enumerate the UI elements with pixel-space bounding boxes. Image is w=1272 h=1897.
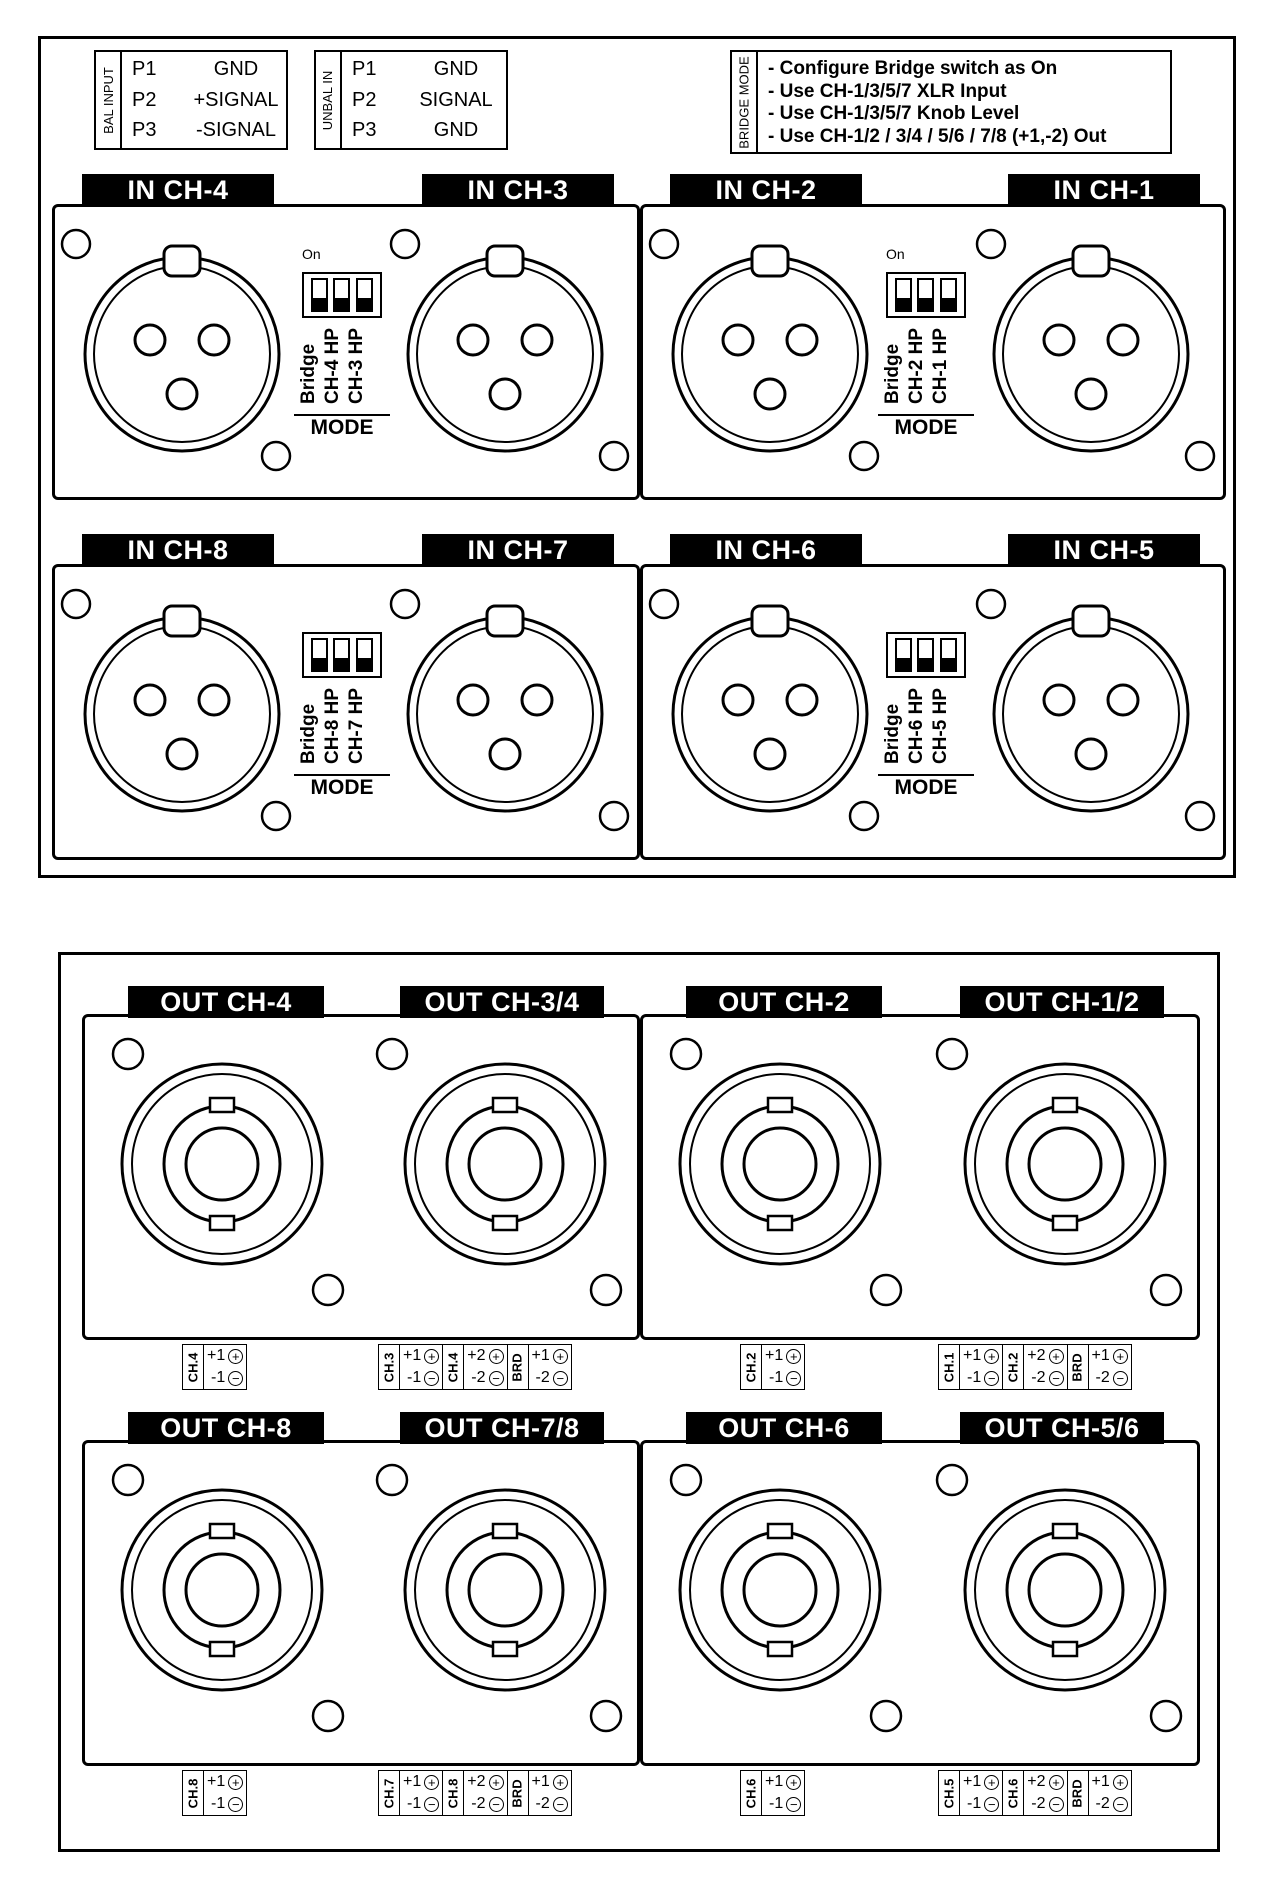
xlr-connector — [400, 249, 610, 459]
input-channel-tab: IN CH-5 — [1008, 534, 1200, 566]
minus-icon: − — [424, 1371, 439, 1386]
pin-label: P1 — [132, 58, 157, 80]
pin-value: +SIGNAL — [193, 88, 279, 111]
dip-toggle[interactable] — [333, 638, 350, 672]
plus-icon: + — [1113, 1349, 1128, 1364]
terminal-block — [740, 1344, 805, 1390]
terminal-block — [182, 1344, 247, 1390]
switch-label: Bridge — [882, 343, 903, 405]
terminal-pin-label: -2 — [535, 1795, 550, 1812]
terminal-pin-label: -1 — [769, 1369, 784, 1386]
on-label: On — [886, 246, 905, 262]
terminal-block — [938, 1770, 1132, 1816]
terminal-pin-label: +1 — [531, 1773, 550, 1790]
mounting-hole — [1148, 1272, 1184, 1308]
bridge-line: - Use CH-1/3/5/7 Knob Level — [768, 103, 1020, 125]
mounting-hole — [974, 227, 1008, 261]
mounting-hole — [597, 799, 631, 833]
mounting-hole — [59, 587, 93, 621]
switch-labels — [882, 688, 952, 764]
mode-label: MODE — [878, 414, 974, 440]
pin-value: GND — [433, 119, 479, 141]
minus-icon: − — [553, 1371, 568, 1386]
terminal-pin-label: -2 — [1095, 1369, 1110, 1386]
dip-toggle[interactable] — [356, 638, 373, 672]
mounting-hole — [388, 227, 422, 261]
xlr-connector — [665, 249, 875, 459]
speakon-connector — [955, 1480, 1175, 1700]
mounting-hole — [597, 439, 631, 473]
pin-value: GND — [433, 58, 479, 80]
bridge-line: - Use CH-1/2 / 3/4 / 5/6 / 7/8 (+1,-2) Out — [768, 125, 1107, 147]
dip-toggle[interactable] — [940, 638, 957, 672]
terminal-block — [938, 1344, 1132, 1390]
mode-label: MODE — [878, 774, 974, 800]
speakon-connector — [670, 1480, 890, 1700]
bal-input-legend — [94, 50, 288, 150]
terminal-block — [740, 1770, 805, 1816]
minus-icon: − — [228, 1797, 243, 1812]
terminal-pin-label: -2 — [535, 1369, 550, 1386]
mounting-hole — [1183, 799, 1217, 833]
minus-icon: − — [1049, 1797, 1064, 1812]
dip-toggle[interactable] — [356, 278, 373, 312]
switch-label: Bridge — [298, 343, 319, 405]
mounting-hole — [588, 1272, 624, 1308]
xlr-connector — [77, 249, 287, 459]
mounting-hole — [668, 1036, 704, 1072]
terminal-channel-label: CH.2 — [1005, 1352, 1021, 1382]
plus-icon: + — [228, 1349, 243, 1364]
terminal-pin-label: +1 — [963, 1347, 982, 1364]
xlr-connector — [986, 609, 1196, 819]
terminal-pin-label: -1 — [407, 1369, 422, 1386]
terminal-channel-label: BRD — [510, 1778, 526, 1808]
dip-switch[interactable] — [886, 632, 966, 678]
terminal-pin-label: -1 — [769, 1795, 784, 1812]
mounting-hole — [259, 799, 293, 833]
terminal-pin-label: -1 — [967, 1369, 982, 1386]
dip-toggle[interactable] — [333, 278, 350, 312]
plus-icon: + — [489, 1775, 504, 1790]
output-channel-tab: OUT CH-4 — [128, 986, 324, 1018]
terminal-pin-label: +1 — [531, 1347, 550, 1364]
terminal-pin-label: -2 — [471, 1369, 486, 1386]
minus-icon: − — [489, 1797, 504, 1812]
minus-icon: − — [1113, 1371, 1128, 1386]
dip-toggle[interactable] — [895, 278, 912, 312]
mounting-hole — [868, 1698, 904, 1734]
output-channel-tab: OUT CH-3/4 — [400, 986, 604, 1018]
bridge-mode-legend — [730, 50, 1172, 154]
mounting-hole — [259, 439, 293, 473]
output-channel-tab: OUT CH-7/8 — [400, 1412, 604, 1444]
switch-label: Bridge — [882, 703, 903, 765]
plus-icon: + — [1113, 1775, 1128, 1790]
terminal-pin-label: -2 — [1031, 1369, 1046, 1386]
terminal-pin-label: -1 — [211, 1369, 226, 1386]
switch-label: Bridge — [298, 703, 319, 765]
switch-label: CH-6 HP — [906, 688, 927, 765]
plus-icon: + — [1049, 1775, 1064, 1790]
speakon-connector — [670, 1054, 890, 1274]
mounting-hole — [868, 1272, 904, 1308]
terminal-channel-label: CH.4 — [185, 1352, 201, 1382]
mounting-hole — [647, 227, 681, 261]
bridge-mode-title: BRIDGE MODE — [736, 55, 752, 149]
mounting-hole — [668, 1462, 704, 1498]
switch-label: CH-3 HP — [346, 328, 367, 405]
terminal-block — [182, 1770, 247, 1816]
mounting-hole — [388, 587, 422, 621]
minus-icon: − — [786, 1797, 801, 1812]
pin-label: P1 — [352, 58, 377, 80]
terminal-channel-label: BRD — [510, 1352, 526, 1382]
terminal-pin-label: +1 — [403, 1347, 422, 1364]
terminal-channel-label: BRD — [1070, 1352, 1086, 1382]
minus-icon: − — [1113, 1797, 1128, 1812]
switch-label: CH-5 HP — [930, 688, 951, 765]
mounting-hole — [934, 1036, 970, 1072]
terminal-channel-label: CH.8 — [185, 1778, 201, 1808]
plus-icon: + — [424, 1775, 439, 1790]
on-label: On — [302, 246, 321, 262]
switch-label: CH-7 HP — [346, 688, 367, 765]
switch-label: CH-1 HP — [930, 328, 951, 405]
minus-icon: − — [984, 1797, 999, 1812]
dip-toggle[interactable] — [895, 638, 912, 672]
minus-icon: − — [553, 1797, 568, 1812]
pin-value: SIGNAL — [419, 88, 493, 111]
dip-switch[interactable] — [886, 272, 966, 318]
plus-icon: + — [984, 1349, 999, 1364]
switch-label: CH-4 HP — [322, 328, 343, 405]
minus-icon: − — [424, 1797, 439, 1812]
switch-labels — [298, 328, 368, 404]
terminal-channel-label: CH.6 — [743, 1778, 759, 1808]
terminal-pin-label: +1 — [207, 1773, 226, 1790]
input-channel-tab: IN CH-1 — [1008, 174, 1200, 206]
plus-icon: + — [786, 1775, 801, 1790]
terminal-channel-label: CH.5 — [941, 1778, 957, 1808]
speakon-connector — [395, 1480, 615, 1700]
terminal-pin-label: -2 — [1095, 1795, 1110, 1812]
dip-toggle[interactable] — [917, 278, 934, 312]
xlr-connector — [665, 609, 875, 819]
dip-switch[interactable] — [302, 272, 382, 318]
plus-icon: + — [553, 1775, 568, 1790]
terminal-pin-label: -1 — [211, 1795, 226, 1812]
mounting-hole — [1148, 1698, 1184, 1734]
plus-icon: + — [984, 1775, 999, 1790]
terminal-channel-label: CH.4 — [445, 1352, 461, 1382]
input-channel-tab: IN CH-7 — [422, 534, 614, 566]
output-channel-tab: OUT CH-5/6 — [960, 1412, 1164, 1444]
mounting-hole — [59, 227, 93, 261]
switch-label: CH-8 HP — [322, 688, 343, 765]
terminal-pin-label: -2 — [471, 1795, 486, 1812]
output-channel-tab: OUT CH-1/2 — [960, 986, 1164, 1018]
switch-labels — [298, 688, 368, 764]
mounting-hole — [974, 587, 1008, 621]
mounting-hole — [588, 1698, 624, 1734]
pin-label: P3 — [132, 119, 157, 141]
xlr-connector — [77, 609, 287, 819]
pin-value: GND — [213, 58, 259, 80]
mounting-hole — [647, 587, 681, 621]
terminal-pin-label: +1 — [1091, 1773, 1110, 1790]
mounting-hole — [374, 1036, 410, 1072]
terminal-pin-label: +1 — [403, 1773, 422, 1790]
input-channel-tab: IN CH-3 — [422, 174, 614, 206]
mounting-hole — [1183, 439, 1217, 473]
terminal-pin-label: +2 — [1027, 1347, 1046, 1364]
input-channel-tab: IN CH-2 — [670, 174, 862, 206]
plus-icon: + — [489, 1349, 504, 1364]
output-channel-tab: OUT CH-8 — [128, 1412, 324, 1444]
terminal-block — [378, 1344, 572, 1390]
terminal-channel-label: CH.8 — [445, 1778, 461, 1808]
xlr-connector — [400, 609, 610, 819]
pin-label: P2 — [352, 88, 377, 111]
terminal-pin-label: +2 — [467, 1347, 486, 1364]
speakon-connector — [112, 1054, 332, 1274]
pin-label: P3 — [352, 119, 377, 141]
mounting-hole — [110, 1462, 146, 1498]
terminal-pin-label: -2 — [1031, 1795, 1046, 1812]
terminal-pin-label: -1 — [407, 1795, 422, 1812]
terminal-block — [378, 1770, 572, 1816]
terminal-pin-label: +1 — [765, 1773, 784, 1790]
mounting-hole — [847, 439, 881, 473]
minus-icon: − — [489, 1371, 504, 1386]
unbal-input-title: UNBAL IN — [320, 70, 336, 130]
terminal-pin-label: +1 — [963, 1773, 982, 1790]
input-channel-tab: IN CH-6 — [670, 534, 862, 566]
mounting-hole — [934, 1462, 970, 1498]
terminal-channel-label: CH.7 — [381, 1778, 397, 1808]
xlr-connector — [986, 249, 1196, 459]
dip-toggle[interactable] — [940, 278, 957, 312]
minus-icon: − — [228, 1371, 243, 1386]
minus-icon: − — [984, 1371, 999, 1386]
terminal-channel-label: CH.1 — [941, 1352, 957, 1382]
mounting-hole — [847, 799, 881, 833]
mounting-hole — [110, 1036, 146, 1072]
terminal-channel-label: CH.2 — [743, 1352, 759, 1382]
speakon-connector — [395, 1054, 615, 1274]
input-channel-tab: IN CH-4 — [82, 174, 274, 206]
terminal-pin-label: -1 — [967, 1795, 982, 1812]
plus-icon: + — [228, 1775, 243, 1790]
terminal-channel-label: CH.6 — [1005, 1778, 1021, 1808]
mounting-hole — [374, 1462, 410, 1498]
output-channel-tab: OUT CH-2 — [686, 986, 882, 1018]
minus-icon: − — [786, 1371, 801, 1386]
pin-label: P2 — [132, 88, 157, 111]
plus-icon: + — [424, 1349, 439, 1364]
mounting-hole — [310, 1272, 346, 1308]
terminal-channel-label: CH.3 — [381, 1352, 397, 1382]
mode-label: MODE — [294, 414, 390, 440]
terminal-pin-label: +2 — [467, 1773, 486, 1790]
terminal-pin-label: +1 — [207, 1347, 226, 1364]
plus-icon: + — [553, 1349, 568, 1364]
speakon-connector — [955, 1054, 1175, 1274]
terminal-channel-label: BRD — [1070, 1778, 1086, 1808]
dip-switch[interactable] — [302, 632, 382, 678]
dip-toggle[interactable] — [917, 638, 934, 672]
dip-toggle[interactable] — [311, 638, 328, 672]
pin-value: -SIGNAL — [195, 119, 277, 141]
terminal-pin-label: +1 — [765, 1347, 784, 1364]
plus-icon: + — [786, 1349, 801, 1364]
output-channel-tab: OUT CH-6 — [686, 1412, 882, 1444]
input-channel-tab: IN CH-8 — [82, 534, 274, 566]
dip-toggle[interactable] — [311, 278, 328, 312]
unbal-input-legend — [314, 50, 508, 150]
switch-label: CH-2 HP — [906, 328, 927, 405]
bal-input-title: BAL INPUT — [100, 66, 116, 134]
plus-icon: + — [1049, 1349, 1064, 1364]
terminal-pin-label: +1 — [1091, 1347, 1110, 1364]
bridge-line: - Use CH-1/3/5/7 XLR Input — [768, 80, 1007, 102]
bridge-line: - Configure Bridge switch as On — [768, 58, 1058, 79]
mode-label: MODE — [294, 774, 390, 800]
mounting-hole — [310, 1698, 346, 1734]
terminal-pin-label: +2 — [1027, 1773, 1046, 1790]
speakon-connector — [112, 1480, 332, 1700]
switch-labels — [882, 328, 952, 404]
minus-icon: − — [1049, 1371, 1064, 1386]
